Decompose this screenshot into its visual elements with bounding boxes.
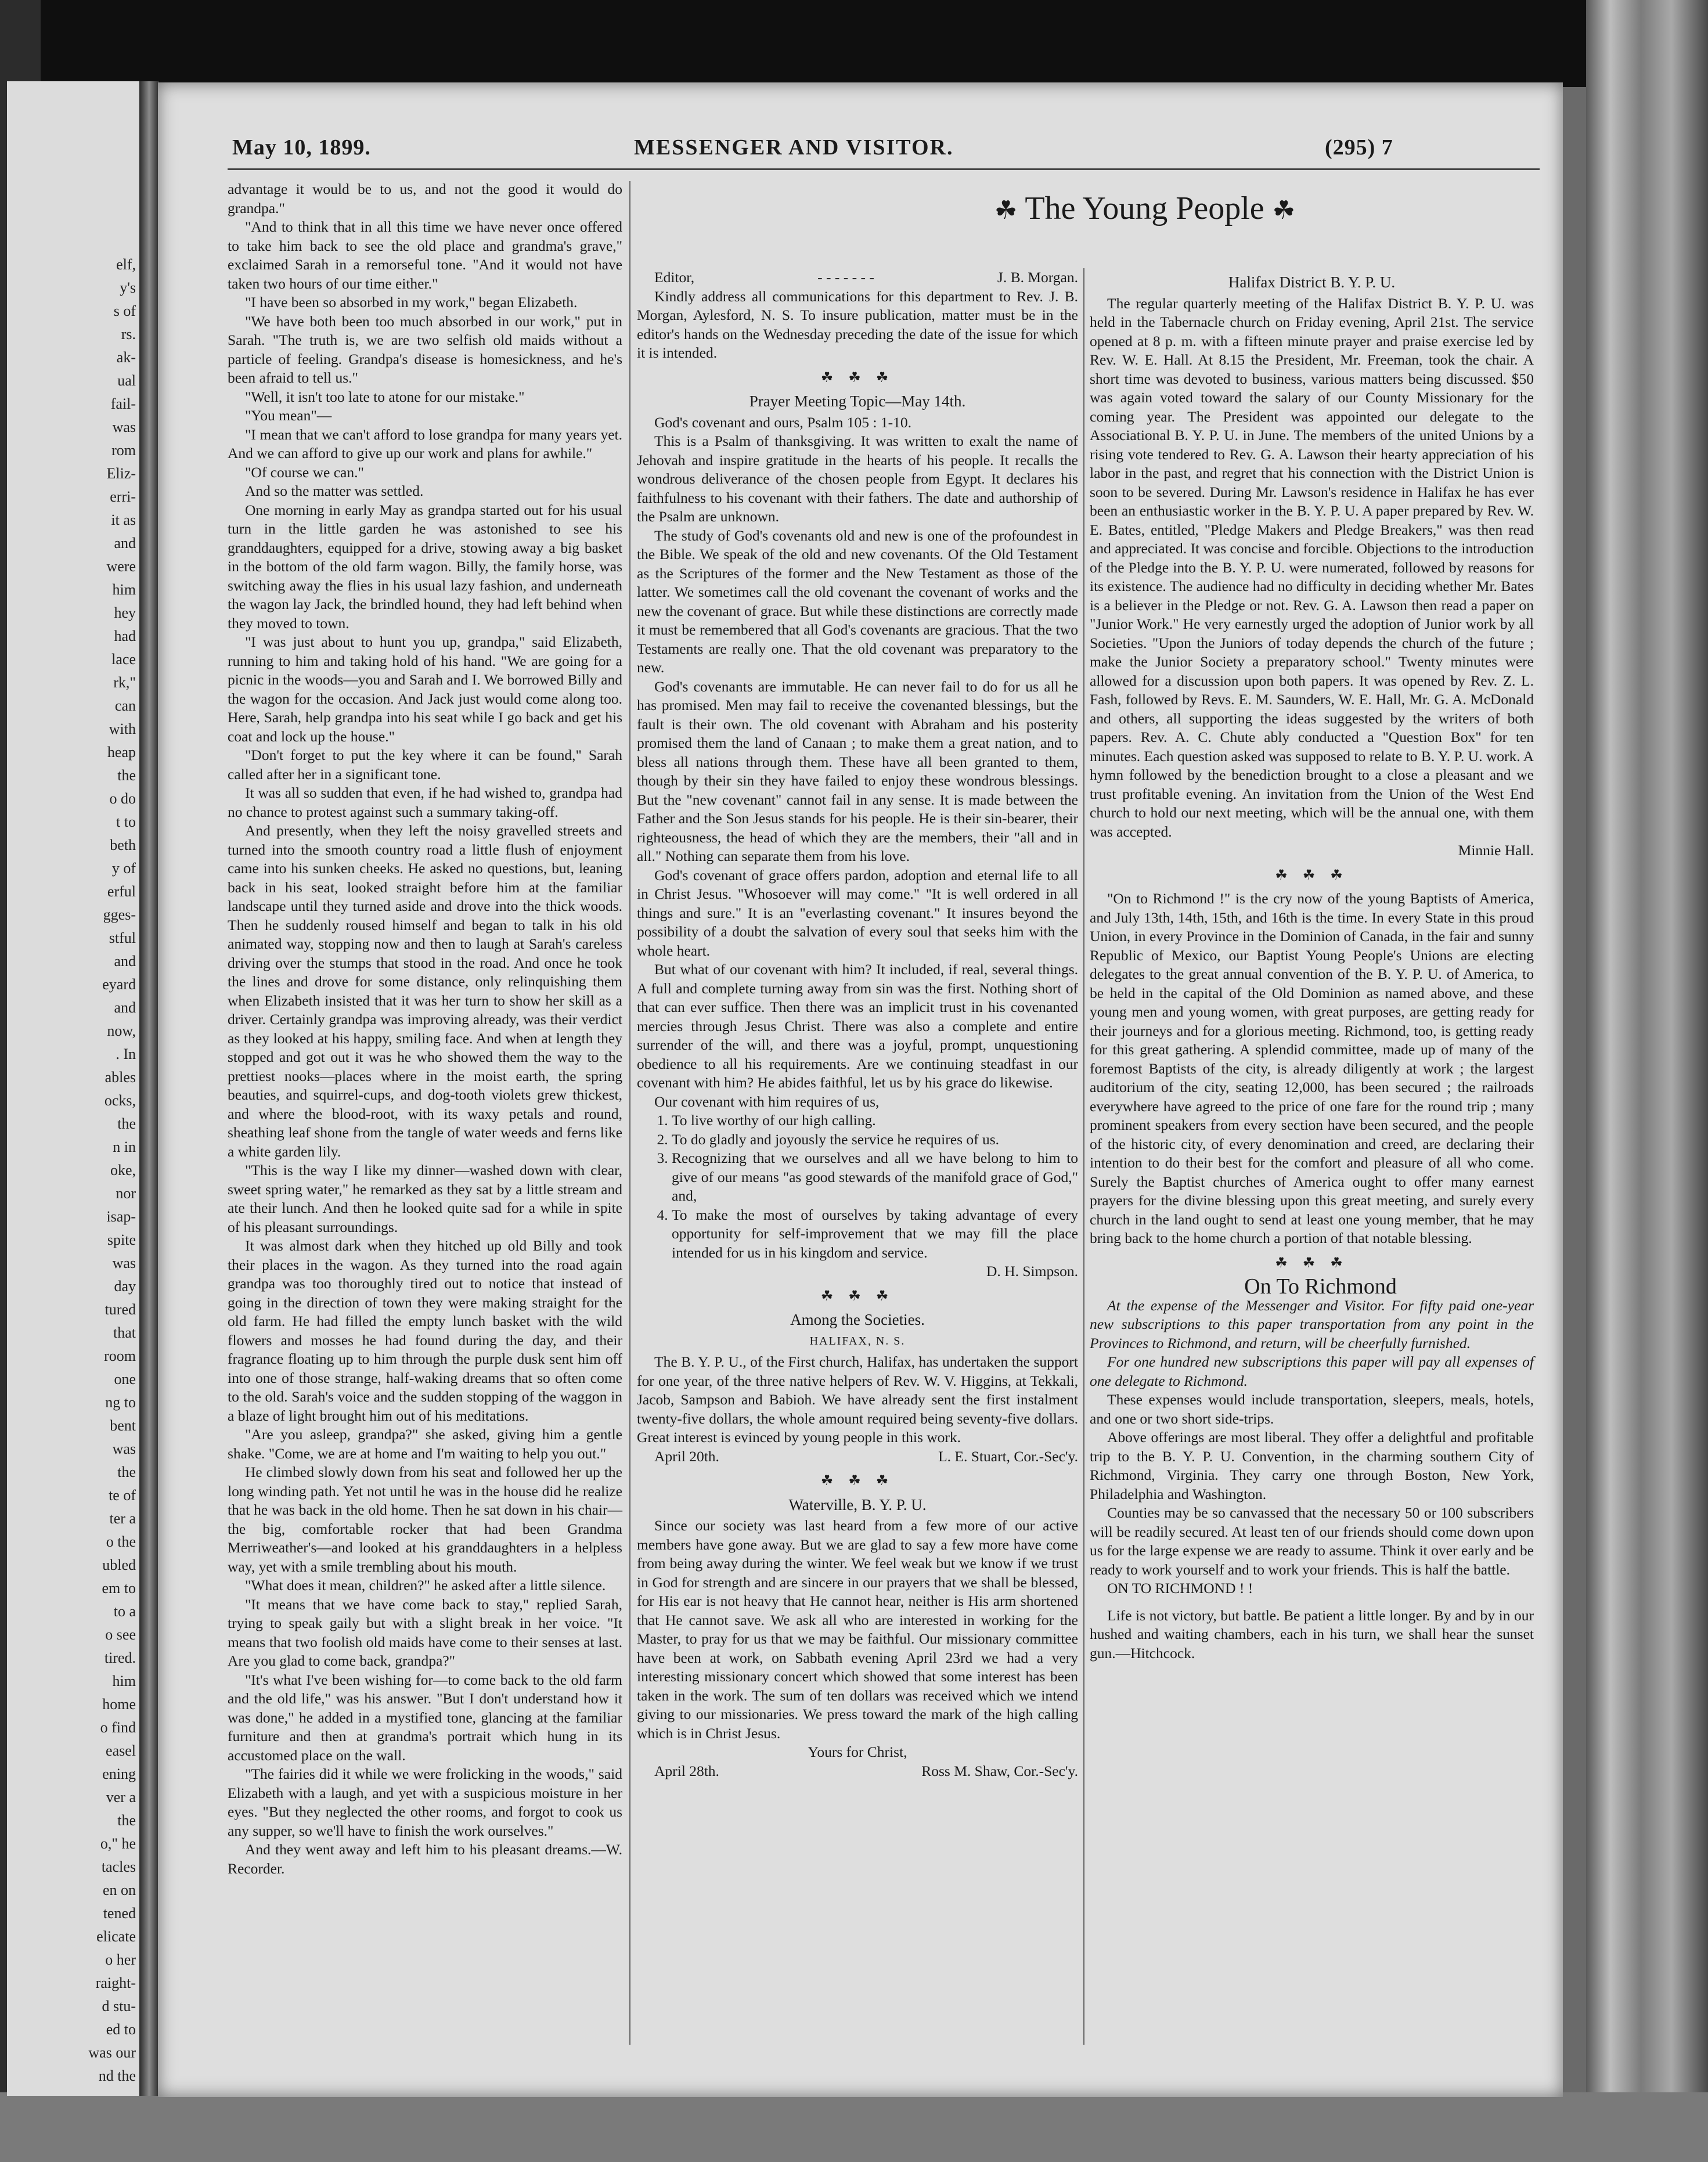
list-item: 3. Recognizing that we ourselves and all we have belong to him to give of our means "as good stewards of the manifold grace of God," and, [672,1149,1078,1206]
previous-page-fragment: y of [111,860,136,877]
previous-page-fragment: bent [110,1417,136,1434]
header-date: May 10, 1899. [232,135,371,160]
previous-page-fragment: that [113,1324,136,1341]
previous-page-fragment: s of [113,302,136,319]
previous-page-fragment: was [112,1440,136,1457]
story-paragraph: "We have both been too much absorbed in our work," put in Sarah. "The truth is, we are two selfish old maids without a particle of feeling. Grandpa's disease is homesickness, and he's been afraid to tell us." [228,312,622,386]
previous-page-fragment: o the [106,1533,136,1550]
ornament: ☘ ☘ ☘ [820,370,895,385]
story-paragraph: "Well, it isn't too late to atone for our mistake." [245,388,525,405]
previous-page-fragment: o her [105,1951,136,1968]
previous-page-fragment: tened [103,1905,136,1922]
signature: D. H. Simpson. [986,1263,1078,1280]
district-report: The regular quarterly meeting of the Halifax District B. Y. P. U. was held in the Tabernacle church on Friday evening, April 21st. The service opened at 8 p. m. with a fifteen minute prayer and praise exercise led by Rev. W. E. Hall. At 8.15 the President, Mr. Freeman, took the chair. A short time was devoted to business, various matters being discussed. $50 was again voted toward the salary of our County Missionary for the coming year. The President was appointed our delegate to the Associational B. Y. P. U. in June. The members of the united Unions by a rising vote tendered to Rev. G. A. Lawson their hearty appreciation of his labor in the past, and regret that his connection with the District Union is soon to be severed. During Mr. Lawson's residence in Halifax he has ever been an enthusiastic worker in the B. Y. P. U. A paper prepared by Rev. W. E. Bates, entitled, "Pledge Makers and Pledge Breakers," was then read and appreciated. It was concise and forcible. Objections to the introduction of the Pledge into the B. Y. P. U. were numerated, followed by reasons for its existence. The audience had no difficulty in deciding whether Mr. Bates is a believer in the Pledge or not. Rev. G. A. Lawson then read a paper on "Junior Work." He very earnestly urged the adoption of Junior work by all Societies. "Upon the Juniors of today depends the church of the future ; make the Junior Society a preparatory school." Twenty minutes were allowed for a discussion upon both papers. It was opened by Rev. Z. L. Fash, followed by Revs. E. M. Saunders, W. E. Hall, Mr. G. A. McDonald and others, all supporting the ideas suggested by the writers of both papers. Rev. A. C. Chute ably conducted a "Question Box" for ten minutes. Each question asked was supposed to relate to B. Y. P. U. work. A hymn followed by the benediction brought to a close a pleasant and we trust profitable evening. An invitation from the Union of the West End church to hold our next meeting, which will be the annual one, with them was accepted. [1090,294,1534,840]
previous-page-fragment: ak- [116,349,136,366]
previous-page-fragment: Eliz- [106,465,136,482]
previous-page-fragment: the [117,1464,136,1480]
previous-page-fragment: elf, [116,256,136,273]
topic-paragraph: This is a Psalm of thanksgiving. It was written to exalt the name of Jehovah and inspire gratitude in the hearts of his people. It recalls the wondrous deliverance of the chosen people from Egypt. It declares his faithfulness to his covenant with their fathers. The date and authorship of the Psalm are unknown. [637,433,1078,525]
previous-page-fragment: erful [107,883,136,900]
previous-page-fragment: ocks, [104,1092,136,1109]
previous-page-fragment: easel [106,1742,136,1759]
waterville-heading: Waterville, B. Y. P. U. [788,1496,927,1514]
richmond-article: "On to Richmond !" is the cry now of the young Baptists of America, and July 13th, 14th, 15th, and 16th is the time. In every State in this proud Union, in every Province in the Dominion of Canada, in the fair and sunny Republic of Mexico, our Baptist Young People's Unions are electing delegates to the great annual convention of the B. Y. P. U. of America, to be held in the capital of the Old Dominion as named above, and these young men and young women, with great purposes, are getting ready for their journeys and for a glorious meeting. Richmond, too, is getting ready for this great gathering. A splendid committee, made up of many of the foremost Baptists of the city, is already diligently at work ; the largest auditorium of the city, seating 12,000, has been secured ; the railroads everywhere have agreed to the price of one fare for the round trip ; many prominent speakers from every section have been secured, and the people of the historic city, of every denomination and creed, are declaring their intention to do their best for the comfort and pleasure of all who come. Surely the Baptist churches of America ought to offer many earnest prayers for the divine blessing upon this great meeting, and surely every church in the land ought to send at least one young member, that he may bring back to the home church a portion of that notable blessing. [1090,890,1534,1246]
previous-page-fragment: elicate [96,1928,136,1945]
header-page-number: (295) 7 [1325,135,1393,160]
previous-page-fragment: tacles [101,1858,136,1875]
closing-quote: Life is not victory, but battle. Be patient a little longer. By and by in our hushed and waiting chambers, each in his turn, we shall hear the sunset gun.—Hitchcock. [1090,1606,1534,1662]
previous-page-fragment: was [112,1255,136,1271]
previous-page-fragment: him [112,581,136,598]
header-paper-title: MESSENGER AND VISITOR. [634,135,954,160]
fleuron-icon: ☘ [1272,196,1296,225]
previous-page-fragment: the [117,767,136,784]
report-date: April 20th. [654,1447,719,1465]
previous-page-fragment: ver a [106,1789,136,1806]
list-item: 1. To live worthy of our high calling. [672,1111,1078,1130]
district-column [1090,268,1534,1663]
waterville-close: Yours for Christ, [808,1743,907,1760]
story-paragraph: "This is the way I like my dinner—washed down with clear, sweet spring water," he remarked as they sat by a little stream and ate their lunch. And then he looked quite sad for a while in spite of his pleasant surroundings. [228,1162,622,1235]
societies-heading: Among the Societies. [790,1311,925,1328]
editor-dashes: - - - - - - - [817,269,874,286]
district-signature: Minnie Hall. [1458,842,1534,859]
offer-paragraph: These expenses would include transportation, sleepers, meals, hotels, and one or two short side-trips. [1090,1391,1534,1427]
section-title-text: The Young People [1025,190,1264,226]
previous-page-fragment: him [112,1673,136,1689]
story-paragraph: "Don't forget to put the key where it can be found," Sarah called after her in a significant tone. [228,747,622,783]
topic-body [637,432,1078,1111]
previous-page-fragment: and [114,953,136,970]
report-signature: Ross M. Shaw, Cor.-Sec'y. [921,1762,1078,1779]
ornament: ☘ ☘ ☘ [820,1473,895,1489]
story-paragraph: One morning in early May as grandpa started out for his usual turn in the little garden he was astonished to see his granddaughters, equipped for a drive, stowing away a big basket in the bottom of the old farm wagon. Billy, the family horse, was switching away the flies in his usual lazy fashion, and underneath the wagon lay Jack, the brindled hound, they had left behind when they moved to town. [228,501,622,632]
previous-page-fragment: d stu- [102,1998,136,2015]
story-paragraph: advantage it would be to us, and not the good it would do grandpa." [228,181,622,217]
story-paragraph: He climbed slowly down from his seat and followed her up the long winding path. Yet not until he was in the house did he realize that he was back in the old home. Then he sat down in his chair—the big, comfortable rocker that had been Grandma Merriweather's—and looked at his granddaughters in a helpless way, yet with a smile trembling about his mouth. [228,1464,622,1575]
waterville-report: Since our society was last heard from a few more of our active members have gone away. But we are glad to say a few more have come from being away during the winter. We feel weak but we know if we trust in God for strength and are sincere in our prayers that we shall be blessed, for His ear is not heavy that He cannot hear, neither is His arm shortened that He cannot save. We ask all who are interested in working for the Master, to pray for us that we may be faithful. Our missionary committee have been at work, on Sabbath evening April 23rd we had a very interesting missionary concert which showed that some interest has been taken in the work. The sum of ten dollars was received which we intend giving to our missionaries. We press toward the mark of the high calling which is in Christ Jesus. [637,1517,1078,1742]
previous-page-fragment: em to [102,1580,136,1597]
offer-terms-1: At the expense of the Messenger and Visitor. For fifty paid one-year new subscriptions to this paper transportation from any point in the Provinces to Richmond, and return, will be cheerfully furnished. [1090,1296,1534,1352]
editor-line [637,268,1078,287]
header-rule [228,168,1540,170]
editor-notice: Kindly address all communications for this department to Rev. J. B. Morgan, Aylesford, N. S. To insure publication, matter must be in the editor's hands on the Wednesday preceding the date of the issue for which it is intended. [637,287,1078,361]
previous-page-fragment: isap- [106,1208,136,1225]
column-rule [1083,268,1084,2045]
fleuron-icon: ☘ [994,196,1018,225]
previous-page-fragment: erri- [110,488,136,505]
previous-page-fragment: o do [109,790,136,807]
previous-page-fragment: o," he [100,1835,136,1852]
ornament: ☘ ☘ ☘ [1275,867,1349,883]
previous-page-fragment: t to [116,813,136,830]
offer-cry: ON TO RICHMOND ! ! [1107,1580,1253,1597]
previous-page-fragment: now, [107,1022,136,1039]
story-paragraph: "It's what I've been wishing for—to come back to the old farm and the old life," was his answer. "But I don't understand how it was done," he added in a mystified tone, glancing at the familiar furniture and then at grandma's portrait which hung in its accustomed place on the wall. [228,1671,622,1764]
previous-page-fragment: home [102,1696,136,1713]
previous-page-fragment: oke, [110,1162,136,1179]
previous-page-fragment: had [114,628,136,644]
halifax-signoff [637,1447,1078,1466]
offer-paragraph: Counties may be so canvassed that the necessary 50 or 100 subscribers will be readily secured. At least ten of our friends should come down upon us for the large expense we are ready to assume. Think it over early and be ready to work yourself and to work your friends. This is half the battle. [1090,1504,1534,1578]
offer-terms-2: For one hundred new subscriptions this paper will pay all expenses of one delegate to Richmond. [1090,1353,1534,1389]
waterville-signoff [637,1762,1078,1781]
previous-page-fragment: en on [102,1882,136,1898]
young-people-column [637,268,1078,1781]
story-paragraph: "I was just about to hunt you up, grandpa," said Elizabeth, running to him and taking hold of his hand. "We are going for a picnic in the woods—you and Sarah and I. We borrowed Billy and the wagon for the occasion. And Jack just would come along too. Here, Sarah, help grandpa into his seat while I go back and get his coat and lock up the house." [228,633,622,745]
previous-page-fragment: the [117,1812,136,1829]
story-column [228,180,622,1878]
previous-page-fragment: beth [110,837,136,853]
section-title [884,190,1406,227]
previous-page-fragment: hey [114,604,136,621]
previous-page-fragment: room [104,1347,136,1364]
report-signature: L. E. Stuart, Cor.-Sec'y. [938,1447,1078,1465]
previous-page-fragment: ter a [109,1510,136,1527]
previous-page-fragment: n in [113,1138,136,1155]
topic-paragraph: Our covenant with him requires of us, [654,1093,880,1110]
story-paragraph: "What does it mean, children?" he asked after a little silence. [245,1577,606,1594]
list-item: 2. To do gladly and joyously the service he requires of us. [672,1130,1078,1150]
previous-page-fragment: tured [105,1301,136,1318]
topic-paragraph: But what of our covenant with him? It included, if real, several things. A full and complete turning away from sin was the first. Nothing short of that can ever suffice. Then there was an implicit trust in his covenanted mercies through Jesus Christ. There was also a complete and entire surrender of the will, and there was a joyful, prompt, unquestioning obedience to all his requirements. Are we continuing steadfast in our covenant with him? He abides faithful, let us by his grace do likewise. [637,961,1078,1091]
previous-page-fragment: was [112,419,136,435]
list-item: 4. To make the most of ourselves by taking advantage of every opportunity for self-improvement that we may fill the place intended for us in his kingdom and service. [672,1206,1078,1263]
previous-page-fragment: day [114,1278,136,1295]
story-paragraph: "You mean"— [245,407,332,424]
topic-paragraph: The study of God's covenants old and new is one of the profoundest in the Bible. We speak of the old and new covenants. Of the Old Testament as the Scriptures of the former and the New Testament as those of the latter. We sometimes call the old covenant the covenant of works and the new the covenant of grace. But while these distinctions are correctly made it must be remembered that all God's covenants are gracious. That the two Testaments are really one. That the old covenant was preparatory to the new. [637,527,1078,676]
newspaper-page [158,82,1563,2097]
topic-text: God's covenant and ours, Psalm 105 : 1-10. [654,413,912,431]
previous-page-fragment: was our [88,2044,136,2061]
story-paragraph: And they went away and left him to his pleasant dreams.—W. Recorder. [228,1841,622,1877]
previous-page-fragment: ng to [105,1394,136,1411]
previous-page-fragment: ables [105,1069,136,1086]
previous-page-fragment: were [106,558,136,575]
ornament: ☘ ☘ ☘ [820,1288,895,1304]
scan-border-bottom [0,2092,1708,2162]
story-paragraph: And presently, when they left the noisy gravelled streets and turned into the smooth country road a little flush of enjoyment came into his sunken cheeks. He asked no questions, but, leaning back in his seat, looked straight before him at the familiar landscape until they turned aside and drove into the thick woods. Then he suddenly roused himself and began to talk in his old animated way, stopping now and then to laugh at Sarah's careless driving over the stumps that stood in the road. And once he took the lines and drove for some distance, only relinquishing them when Elizabeth insisted that it was her turn to show her skill as a driver. Certainly grandpa was improving already, was their verdict as they looked at his happy, smiling face. And when at length they stopped and got out it was he who showed them the way to the prettiest nooks—places where in the moist earth, the spring beauties, and squirrel-cups, and dog-tooth violets grew thickest, and where the blood-root, with its waxy petals and round, sheathing leaf shone from the tangle of water weeds and ferns like a white garden lily. [228,822,622,1160]
offer-paragraph: Above offerings are most liberal. They offer a delightful and profitable trip to the B. Y. P. U. Convention, in the charming southern City of Richmond, Virginia. They carry one through Boston, New York, Philadelphia and Washington. [1090,1429,1534,1502]
report-date: April 28th. [654,1762,719,1779]
previous-page-fragment: eyard [102,976,136,993]
editor-label: Editor, [654,269,695,286]
previous-page-fragment: rk," [113,674,136,691]
previous-page-fragment: o find [100,1719,136,1736]
book-gutter [139,81,159,2096]
previous-page-fragment: with [109,720,136,737]
story-paragraph: It was all so sudden that even, if he had wished to, grandpa had no chance to protest against such a summary taking-off. [228,784,622,820]
column-rule [629,181,630,2045]
previous-page-fragment: and [114,999,136,1016]
previous-page-fragment: gges- [103,906,136,923]
previous-page-fragment: . In [116,1046,136,1062]
story-paragraph: "I mean that we can't afford to lose grandpa for many years yet. And we can afford to give up our work and plans for awhile." [228,426,622,462]
covenant-list [637,1111,1078,1262]
previous-page-fragment: raight- [95,1974,136,1991]
topic-heading: Prayer Meeting Topic—May 14th. [749,392,966,410]
previous-page-fragment: stful [109,929,136,946]
previous-page-fragment: spite [107,1231,136,1248]
story-paragraph: "I have been so absorbed in my work," began Elizabeth. [245,294,578,311]
previous-page-fragment: one [114,1371,136,1388]
editor-name: J. B. Morgan. [997,269,1078,286]
previous-page-fragment: ening [102,1765,136,1782]
story-paragraph: "Are you asleep, grandpa?" she asked, giving him a gentle shake. "Come, we are at home and I'm waiting to help you out." [228,1426,622,1462]
previous-page-fragment: nd the [98,2067,136,2084]
story-paragraph: "And to think that in all this time we have never once offered to take him back to see the old place and grandma's grave," exclaimed Sarah in a remorseful tone. "And it would not have taken two hours of our time either." [228,218,622,292]
halifax-report: The B. Y. P. U., of the First church, Halifax, has undertaken the support for one year, of the three native helpers of Rev. W. V. Higgins, at Tekkali, Jacob, Sampson and Babioh. We have already sent the first instalment twenty-five dollars, the whole amount required being seventy-five dollars. Great interest is evinced by young people in this work. [637,1353,1078,1446]
story-paragraph: "It means that we have come back to stay," replied Sarah, trying to speak gaily but with a slight break in her voice. "It means that two foolish old maids have come to their senses at last. Are you glad to come back, grandpa?" [228,1595,622,1669]
previous-page-fragment: rs. [121,326,136,343]
previous-page-fragment: y's [120,279,136,296]
previous-page-fragment: nor [116,1185,136,1202]
previous-page-fragment: and [114,535,136,552]
previous-page-fragment: o see [105,1626,136,1643]
previous-page-fragment: heap [107,744,136,761]
previous-page-fragment: ed to [106,2021,136,2038]
previous-page-fragment: tired. [104,1649,136,1666]
previous-page-sliver [7,81,140,2096]
previous-page-fragment: lace [111,651,136,668]
previous-page-fragment: to a [113,1603,136,1620]
story-paragraph: "The fairies did it while we were frolicking in the woods," said Elizabeth with a laugh, and yet with a suspicious moisture in her eyes. "But they neglected the other rooms, and forgot to cook us any supper, so we'll have to finish the work ourselves." [228,1765,622,1839]
story-paragraph: "Of course we can." [245,463,364,481]
story-paragraph: It was almost dark when they hitched up old Billy and took their places in the wagon. As they turned into the road again grandpa was too thoroughly tired out to notice that instead of going in the direction of town they were making straight for the old farm. He had filled the empty lunch basket with the wild flowers and mosses he had found during the day, and their fragrance floating up to him through the purple dusk sent him off into one of those strange, half-waking dreams that so often come to the old. Sarah's voice and the sudden stopping of the waggon in a blaze of light brought him out of his meditations. [228,1237,622,1424]
topic-paragraph: God's covenants are immutable. He can never fail to do for us all he has promised. Men may fail to receive the covenanted blessings, but the fault is their own. The old covenant with Abraham and his posterity promised them the land of Canaan ; to make them a great nation, and to bless all nations through them. These have all been granted to them, though by their sin they have failed to enjoy these wondrous blessings. But the "new covenant" cannot fail in any sense. It is made between the Father and the Son Jesus stands for his people. He is their sin-bearer, their righteousness, the head of which they are the members, their "all and in all." Nothing can separate them from his love. [637,678,1078,864]
halifax-subheading: HALIFAX, N. S. [809,1334,906,1347]
topic-paragraph: God's covenant of grace offers pardon, adoption and eternal life to all in Christ Jesus. "Whosoever will may come." "It is well ordered in all things and sure." It is an "everlasting covenant." It insures beyond the possibility of a doubt the salvation of every soul that seeks him with the whole heart. [637,866,1078,959]
story-paragraph: And so the matter was settled. [245,482,424,499]
previous-page-fragment: can [114,697,136,714]
book-page-edges [1586,0,1708,2162]
previous-page-fragment: it as [111,511,136,528]
previous-page-fragment: rom [111,442,136,459]
district-heading: Halifax District B. Y. P. U. [1228,273,1396,291]
previous-page-fragment: ual [117,372,136,389]
ornament: ☘ ☘ ☘ [1275,1255,1349,1271]
offer-heading: On To Richmond [1244,1274,1397,1299]
previous-page-fragment: fail- [110,395,136,412]
previous-page-fragment: ubled [102,1556,136,1573]
scan-border-top [0,0,1708,87]
previous-page-fragment: te of [109,1487,136,1504]
previous-page-fragment: the [117,1115,136,1132]
